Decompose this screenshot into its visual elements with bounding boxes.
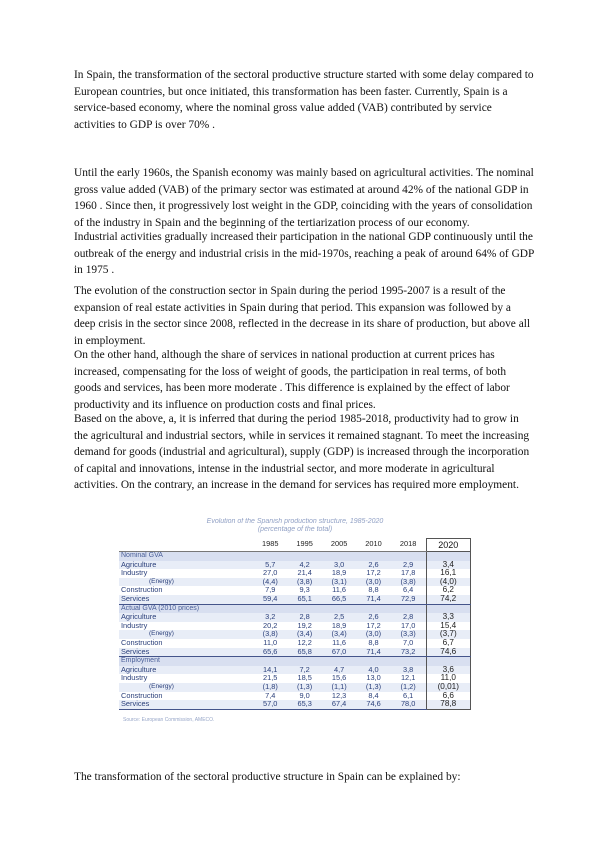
table-cell: 20,2 <box>263 620 278 630</box>
table-cell: 72,9 <box>391 595 426 604</box>
header-year: 2010 <box>356 539 390 552</box>
table-cell: (1,3) <box>287 683 321 692</box>
table-cell: 2,8 <box>391 613 426 622</box>
table-cell: 17,0 <box>400 620 416 630</box>
table-cell: 2,6 <box>356 561 390 570</box>
row-label: Services <box>119 648 253 657</box>
table-cell: 3,8 <box>391 666 426 675</box>
table-row <box>119 674 471 683</box>
header-year: 1995 <box>287 539 321 552</box>
production-structure-table-block <box>119 518 471 728</box>
table-cell: (4,4) <box>253 578 287 587</box>
table-cell: (1,2) <box>391 683 426 692</box>
table-cell: (3,8) <box>391 578 426 587</box>
table-cell: 18,5 <box>297 673 312 683</box>
table-cell: 7,9 <box>265 585 276 595</box>
row-label: Agriculture <box>119 666 253 675</box>
table-cell: 11,6 <box>332 637 347 647</box>
table-cell: (1,3) <box>356 683 390 692</box>
table-cell: (0,01) <box>426 683 470 692</box>
table-cell: 5,7 <box>253 561 287 570</box>
table-cell: (3,8) <box>287 578 321 587</box>
table-cell: 4,0 <box>356 666 390 675</box>
table-row <box>119 561 471 570</box>
section-heading: Actual GVA (2010 prices) <box>119 604 253 613</box>
table-cell: 3,0 <box>322 561 356 570</box>
table-cell: 2,8 <box>287 613 321 622</box>
table-cell: 4,7 <box>322 666 356 675</box>
header-year: 2018 <box>391 539 426 552</box>
table-cell: (1,8) <box>253 683 287 692</box>
table-cell: 59,4 <box>253 595 287 604</box>
table-cell: 15,6 <box>331 673 347 683</box>
table-cell: 78,0 <box>391 700 426 709</box>
paragraph-services-share: On the other hand, although the share of services in national production at current prices has increased, compensating for the loss of weight of goods, the participation in real terms, of both goods and services, has been more moderate . This difference is explained by the effect of labor productivity and its influence on production costs and final prices. <box>74 349 510 411</box>
table-cell: 4,2 <box>287 561 321 570</box>
table-cell: 18,9 <box>331 568 347 578</box>
table-row <box>119 613 471 622</box>
table-cell: 16,1 <box>426 569 470 578</box>
row-label: Industry <box>121 620 148 630</box>
table-cell: (3,7) <box>426 630 470 639</box>
table-cell: 9,3 <box>299 585 310 595</box>
row-label: Agriculture <box>119 561 253 570</box>
table-header-row <box>119 539 471 552</box>
table-cell: 21,4 <box>297 568 312 578</box>
table-cell: 78,8 <box>426 700 470 709</box>
table-cell: 8,4 <box>368 690 379 700</box>
table-cell: 65,8 <box>287 648 321 657</box>
table-title-line2: (percentage of the total) <box>257 526 333 533</box>
table-cell: 67,0 <box>322 648 356 657</box>
paragraph-productivity: Based on the above, a, it is inferred that during the period 1985-2018, productivity had to grow in the agricultural and industrial sectors, while in services it remained stagnant. To meet the increasing demand for goods (industrial and agricultural), supply (GDP) is increased through the incorporation of capital and innovations, intense in the industrial sector, and more moderate in agricultural activities. On the contrary, an increase in the demand for services has required more employment. <box>74 413 530 491</box>
paragraph-industry-history: Industrial activities gradually increased their participation in the national GDP continuously until the outbreak of the energy and industrial crisis in the mid-1970s, reaching a peak of around 64% of GDP in 1975 . <box>74 231 534 276</box>
table-cell: (1,1) <box>322 683 356 692</box>
table-cell: 12,2 <box>297 637 312 647</box>
table-row <box>119 700 471 709</box>
paragraph-intro: In Spain, the transformation of the sectoral productive structure started with some delay compared to European countries, but once initiated, this transformation has been faster. Currently, Spain is a service-based economy, where the nominal gross value added (VAB) contributed by service activities to GDP is over 70% . <box>74 69 534 131</box>
table-row <box>119 666 471 675</box>
table-title <box>119 518 471 534</box>
table-row <box>119 578 471 587</box>
table-body <box>119 552 471 710</box>
table-row <box>119 595 471 604</box>
paragraph-agriculture-history: Until the early 1960s, the Spanish economy was mainly based on agricultural activities. The nominal gross value added (VAB) of the primary sector was estimated at around 42% of the national GDP in 1960 . Since then, it progressively lost weight in the GDP, coinciding with the years of consolidation of the industry in Spain and the beginning of the tertiarization process of our economy. <box>74 167 534 229</box>
table-cell: 12,1 <box>400 673 416 683</box>
table-row <box>119 569 471 578</box>
table-row <box>119 692 471 701</box>
paragraph-transformation-lead: The transformation of the sectoral productive structure in Spain can be explained by: <box>74 771 461 783</box>
table-cell: 57,0 <box>253 700 287 709</box>
table-cell: 6,4 <box>403 585 414 595</box>
table-cell: 2,9 <box>391 561 426 570</box>
table-cell: 27,0 <box>263 568 278 578</box>
row-label: (Energy) <box>119 578 253 587</box>
table-cell: 19,2 <box>297 620 312 630</box>
table-source-note: Source: European Commission, AMECO. <box>123 716 215 723</box>
table-cell: 65,1 <box>287 595 321 604</box>
table-cell: 8,8 <box>368 585 379 595</box>
table-cell: 74,6 <box>356 700 390 709</box>
table-cell: (3,3) <box>391 630 426 639</box>
table-cell: (3,0) <box>356 630 390 639</box>
table-cell: 7,0 <box>403 637 414 647</box>
row-label: Services <box>119 700 253 709</box>
row-label: Services <box>119 595 253 604</box>
row-label: Construction <box>121 690 163 700</box>
table-cell: 21,5 <box>263 673 278 683</box>
table-cell: 65,3 <box>287 700 321 709</box>
table-cell: (4,0) <box>426 578 470 587</box>
table-cell: 11,0 <box>263 637 278 647</box>
table-cell: 7,4 <box>265 690 276 700</box>
row-label: Agriculture <box>119 613 253 622</box>
table-row <box>119 586 471 595</box>
table-cell: 14,1 <box>253 666 287 675</box>
row-label: Industry <box>121 673 148 683</box>
table-section-row <box>119 604 471 613</box>
table-cell: (3,1) <box>322 578 356 587</box>
table-cell: 17,8 <box>400 568 416 578</box>
table-cell: 65,6 <box>253 648 287 657</box>
table-cell: 17,2 <box>366 620 381 630</box>
header-label-cell <box>119 539 253 552</box>
table-cell: 3,4 <box>426 561 470 570</box>
table-cell: 73,2 <box>391 648 426 657</box>
table-section-row <box>119 552 471 561</box>
table-cell: 7,2 <box>287 666 321 675</box>
section-heading: Nominal GVA <box>119 552 253 561</box>
table-cell: 11,6 <box>332 585 347 595</box>
row-label: (Energy) <box>119 630 253 639</box>
table-cell: 66,5 <box>322 595 356 604</box>
table-row <box>119 683 471 692</box>
row-label: Construction <box>121 637 163 647</box>
table-cell: 6,1 <box>403 690 414 700</box>
table-row <box>119 639 471 648</box>
table-cell: 71,4 <box>356 595 390 604</box>
table-row <box>119 622 471 631</box>
header-year: 1985 <box>253 539 287 552</box>
table-row <box>119 630 471 639</box>
table-row <box>119 648 471 657</box>
table-cell: (3,4) <box>322 630 356 639</box>
table-cell: 71,4 <box>356 648 390 657</box>
table-cell: 74,2 <box>426 595 470 604</box>
table-cell: 6,2 <box>426 586 470 595</box>
table-cell: 2,6 <box>356 613 390 622</box>
table-cell: 74,6 <box>426 648 470 657</box>
table-cell: 2,5 <box>322 613 356 622</box>
table-cell: (3,0) <box>356 578 390 587</box>
table-cell: 9,0 <box>299 690 310 700</box>
table-cell: 3,6 <box>426 666 470 675</box>
table-cell: (3,8) <box>253 630 287 639</box>
table-cell: (3,4) <box>287 630 321 639</box>
table-cell: 18,9 <box>331 620 347 630</box>
table-cell: 17,2 <box>366 568 381 578</box>
production-structure-table <box>119 538 471 710</box>
table-title-line1: Evolution of the Spanish production structure, 1985-2020 <box>206 518 384 525</box>
row-label: Construction <box>121 585 163 595</box>
table-cell: 3,2 <box>253 613 287 622</box>
table-cell: 6,7 <box>426 639 470 648</box>
table-cell: 3,3 <box>426 613 470 622</box>
header-year: 2020 <box>426 539 470 552</box>
table-cell: 6,6 <box>426 692 470 701</box>
table-cell: 8,8 <box>368 637 379 647</box>
table-section-row <box>119 657 471 666</box>
table-cell: 12,3 <box>331 690 347 700</box>
section-heading: Employment <box>119 657 253 666</box>
row-label: (Energy) <box>119 683 253 692</box>
header-year: 2005 <box>322 539 356 552</box>
table-cell: 13,0 <box>366 673 381 683</box>
table-cell: 15,4 <box>426 622 470 631</box>
table-cell: 67,4 <box>322 700 356 709</box>
table-cell: 11,0 <box>426 674 470 683</box>
row-label: Industry <box>121 568 148 578</box>
paragraph-construction: The evolution of the construction sector in Spain during the period 1995-2007 is a result of the expansion of real estate activities in Spain during that period. This expansion was followed by a deep crisis in the sector since 2008, reflected in the decrease in its share of production, but above all in employment. <box>74 285 531 347</box>
